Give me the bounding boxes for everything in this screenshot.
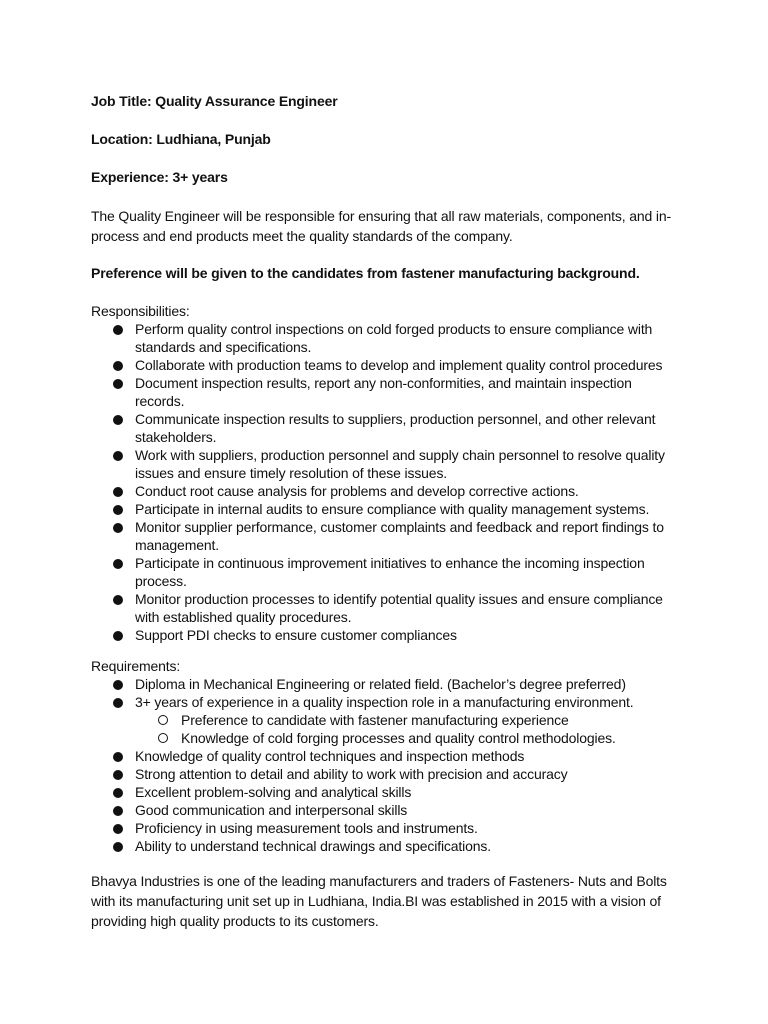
requirements-sublist <box>135 711 682 747</box>
list-item: Collaborate with production teams to develop and implement quality control procedures <box>135 356 682 374</box>
list-item: Communicate inspection results to suppliers, production personnel, and other relevant stakeholders. <box>135 410 682 446</box>
list-item: Knowledge of quality control techniques and inspection methods <box>135 747 682 765</box>
list-item: Monitor supplier performance, customer complaints and feedback and report findings to management. <box>135 518 682 554</box>
job-location: Location: Ludhiana, Punjab <box>91 131 271 147</box>
company-info: Bhavya Industries is one of the leading manufacturers and traders of Fasteners- Nuts and Bolts with its manufacturing unit set up in Ludhiana, India.BI was established in 2015 with a vision of providing high quality products to its customers. <box>91 873 667 929</box>
list-item: Perform quality control inspections on cold forged products to ensure compliance with standards and specifications. <box>135 320 682 356</box>
list-item: Strong attention to detail and ability to work with precision and accuracy <box>135 765 682 783</box>
list-item: Ability to understand technical drawings and specifications. <box>135 837 682 855</box>
sub-list-item: Preference to candidate with fastener manufacturing experience <box>181 711 682 729</box>
list-item: Participate in internal audits to ensure compliance with quality management systems. <box>135 500 682 518</box>
responsibilities-heading: Responsibilities: <box>91 303 190 319</box>
list-item: Diploma in Mechanical Engineering or related field. (Bachelor’s degree preferred) <box>135 675 682 693</box>
list-item: Conduct root cause analysis for problems and develop corrective actions. <box>135 482 682 500</box>
list-item: Document inspection results, report any non-conformities, and maintain inspection records. <box>135 374 682 410</box>
responsibilities-list <box>91 320 682 644</box>
requirements-list <box>91 675 682 855</box>
list-item <box>135 693 682 747</box>
list-item: Good communication and interpersonal skills <box>135 801 682 819</box>
requirements-heading: Requirements: <box>91 658 181 674</box>
list-item: Proficiency in using measurement tools and instruments. <box>135 819 682 837</box>
list-item: Excellent problem-solving and analytical skills <box>135 783 682 801</box>
list-item: Participate in continuous improvement initiatives to enhance the incoming inspection process. <box>135 554 682 590</box>
preference-note: Preference will be given to the candidates from fastener manufacturing background. <box>91 265 640 281</box>
job-experience: Experience: 3+ years <box>91 169 228 185</box>
role-intro: The Quality Engineer will be responsible for ensuring that all raw materials, components, and in-process and end products meet the quality standards of the company. <box>91 208 671 244</box>
sub-list-item: Knowledge of cold forging processes and quality control methodologies. <box>181 729 682 747</box>
list-item-text: 3+ years of experience in a quality inspection role in a manufacturing environment. <box>135 694 634 710</box>
list-item: Monitor production processes to identify potential quality issues and ensure compliance with established quality procedures. <box>135 590 682 626</box>
list-item: Support PDI checks to ensure customer compliances <box>135 626 682 644</box>
list-item: Work with suppliers, production personnel and supply chain personnel to resolve quality issues and ensure timely resolution of these issues. <box>135 446 682 482</box>
job-title: Job Title: Quality Assurance Engineer <box>91 93 338 109</box>
